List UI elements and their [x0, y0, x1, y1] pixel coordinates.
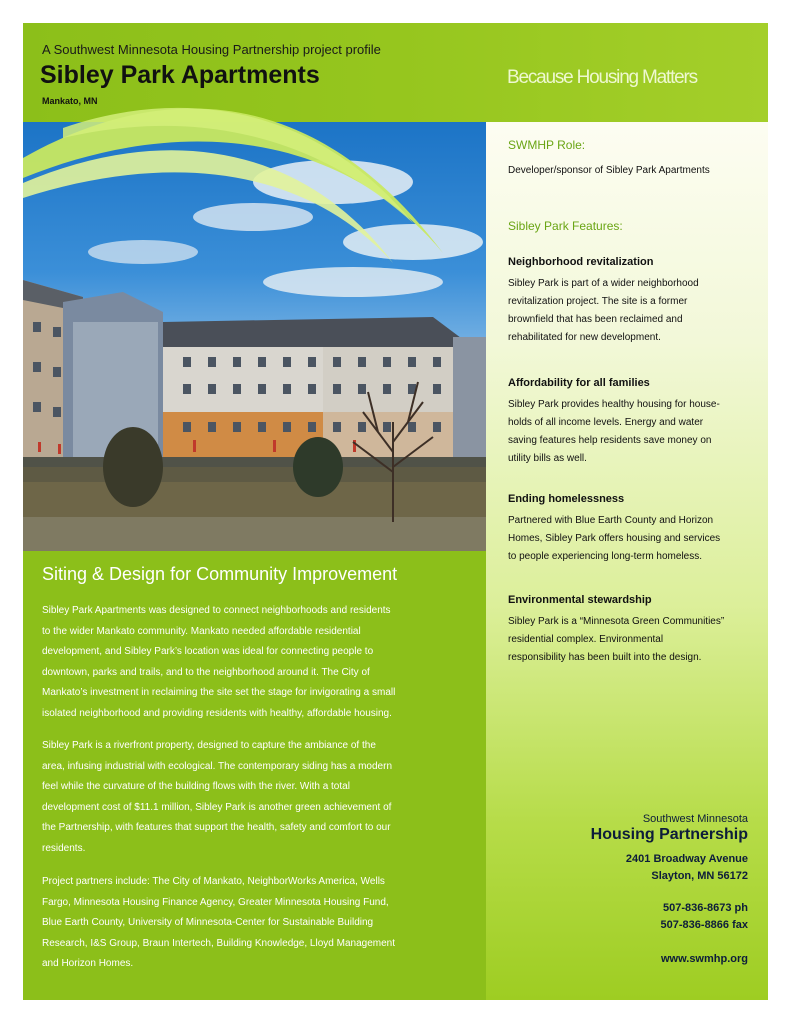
- feature-title: Neighborhood revitalization: [508, 256, 654, 268]
- org-contact: [661, 900, 748, 934]
- feature-text: Sibley Park is part of a wider neighborhood revitalization project. The site is a former brownfield that has been reclaimed and rehabilitated for new development.: [508, 278, 699, 343]
- role-heading: SWMHP Role:: [508, 138, 586, 152]
- feature-title: Affordability for all families: [508, 377, 650, 389]
- role-text: Developer/sponsor of Sibley Park Apartments: [508, 165, 710, 176]
- header-band: [23, 23, 768, 122]
- body-paragraph: Sibley Park Apartments was designed to connect neighborhoods and residents to the wider Mankato community. Mankato needed affordable residential development, and Sibley Park’s location was ideal for connecting people to downtown, parks and trails, and to the neighborhood around it. The City of Mankato’s investment in reclaiming the site set the stage for invigorating a small isolated neighborhood and providing residents with healthy, affordable housing.: [42, 605, 396, 719]
- tagline: Because Housing Matters: [507, 67, 697, 88]
- section-title: Siting & Design for Community Improvement: [42, 564, 398, 584]
- city-label: Mankato, MN: [42, 96, 98, 106]
- profile-line: A Southwest Minnesota Housing Partnership project profile: [42, 42, 381, 57]
- org-address: [626, 851, 748, 885]
- features-heading: Sibley Park Features:: [508, 219, 623, 233]
- feature-title: Environmental stewardship: [508, 594, 652, 606]
- feature-text: Sibley Park provides healthy housing for house- holds of all income levels. Energy and water saving features help residents save money on utility bills as well.: [508, 399, 720, 464]
- org-name-line1: Southwest Minnesota: [642, 813, 748, 825]
- feature-text: Sibley Park is a “Minnesota Green Communities” residential complex. Environmental responsibility has been built into the design.: [508, 616, 725, 663]
- feature-text: Partnered with Blue Earth County and Horizon Homes, Sibley Park offers housing and services to people experiencing long-term homeless.: [508, 515, 721, 562]
- page-title: Sibley Park Apartments: [40, 61, 320, 89]
- partners-paragraph: Project partners include: The City of Mankato, NeighborWorks America, Wells Fargo, Minnesota Housing Finance Agency, Greater Minnesota Housing Fund, Blue Earth County, University of Minnesota-Center for Sustainable Building Research, I&S Group, Braun Intertech, Building Knowledge, Lloyd Management and Horizon Homes.: [42, 876, 395, 969]
- city-state-zip: Slayton, MN 56172: [651, 870, 748, 882]
- building-photo: [23, 122, 486, 551]
- fax-number: 507-836-8866 fax: [660, 919, 748, 931]
- body-paragraph: Sibley Park is a riverfront property, designed to capture the ambiance of the area, infusing industrial with ecological. The contemporary siding has a modern feel while the curvature of the building flows with the river. With a total development cost of $11.1 million, Sibley Park is another green achievement of the Partnership, with features that support the health, safety and comfort to our residents.: [42, 740, 393, 854]
- phone-number: 507-836-8673 ph: [663, 902, 748, 914]
- org-name-line2: Housing Partnership: [590, 826, 748, 843]
- street-address: 2401 Broadway Avenue: [625, 853, 748, 865]
- flyer-page: [23, 23, 768, 1000]
- feature-title: Ending homelessness: [508, 493, 625, 505]
- website-link[interactable]: www.swmhp.org: [661, 953, 748, 965]
